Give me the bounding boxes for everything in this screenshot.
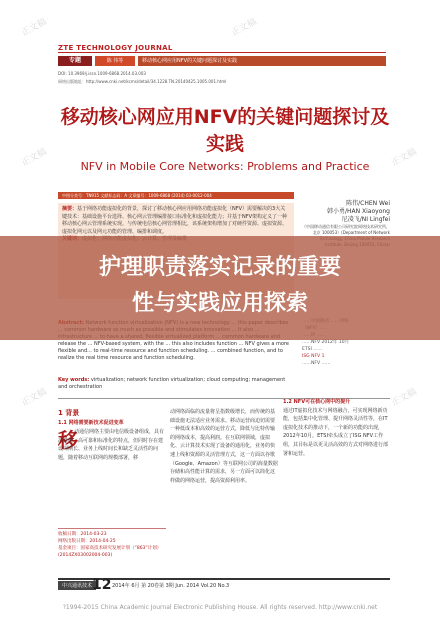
watermark-text: 正文稿: [19, 387, 49, 409]
cnki-link[interactable]: 网络出版地址：http://www.cnki.net/kcms/detail/34.1228.TN.20140425.1005.001.html: [58, 79, 227, 84]
issue-info: 2014年 6月 第 20卷第 3期 Jun. 2014 Vol.20 No.3: [112, 583, 230, 589]
drop-cap: 移: [58, 428, 78, 452]
online-date: 网络出版日期：2014-04-25: [58, 539, 116, 544]
section-tag: 专题: [58, 56, 92, 66]
author-affiliation: （中国移动通信有限公司研究院网络技术研究所，北京 100053）(Department of Network: [302, 224, 390, 235]
header-rule: [58, 52, 386, 53]
article-title-cn: 移动核心网应用NFV的关键问题探讨及实践: [60, 106, 390, 155]
doi-block: [58, 70, 226, 86]
keywords-en-label: Key words:: [58, 377, 90, 383]
journal-name: ZTE TECHNOLOGY JOURNAL: [58, 44, 173, 52]
author-name: 陈伟/CHEN Wei: [346, 200, 390, 207]
text-line: ……NFV ……: [302, 361, 331, 366]
section-heading: 1 背景: [58, 409, 80, 417]
received-date: 收稿日期：2014-03-23: [58, 532, 107, 537]
keywords-en: [58, 377, 294, 391]
column-title: 移动核心网应用NFV的关键问题探讨及实践: [138, 56, 386, 66]
article-title-en: NFV in Mobile Core Networks: Problems and Practice: [80, 160, 370, 173]
watermark-text: 正文稿: [389, 387, 419, 409]
abstract-label: 摘要：: [62, 206, 78, 212]
abstract-en-text: release the ... NFV-based system, with the ... this also includes function ... NFV gives a more flexible and... to real-time resource and function scheduling. ... combined function, and to realize the real time resource and function scheduling.: [58, 341, 289, 361]
footer-journal: 中兴通讯技术: [58, 581, 96, 590]
body-text: 通过IT虚拟化技术与网络融合，可实现网络新功能，包括集中化管理、提升网络灵活性等，在IT虚拟化技术的推动下，一个新的功能的出现，2012年10月，ETSI牵头成立了ISG NFV工作组，其目标是以更灵活高效的方式对网络进行部署和运营。: [283, 407, 389, 457]
overlay-title: [0, 250, 440, 322]
overlay-title-line: 性与实践应用探索: [131, 291, 308, 316]
received-info: [58, 528, 166, 559]
reference-mark: ISG NFV 1: [302, 354, 325, 359]
author-tag: 陈 伟等: [95, 56, 135, 66]
abstract-text: 基于网络功能虚拟化的背景，探讨了移动核心网应用网络功能虚拟化（NFV）需要解决的3大关键技术：基础设施平台选择、核心网云管理编排接口标准化和虚拟化能力；并基于NFV架构定义了一种移动核心网云管理系统实现。与传统电信核心网管理相比，该系统架构增加了对硬件资源、虚拟资源、虚拟化网元以及网元功能的管理、编排和调度。: [62, 206, 288, 235]
body-text-col3: [283, 398, 390, 458]
text-line: ……NFV 2012年 10月: [302, 340, 350, 345]
doi-text: DOI: 10.3969/j.issn.1009-6868.2014.03.003: [58, 71, 146, 76]
subsection-heading: 1.2 NFV可在核心网中的提升: [283, 399, 351, 405]
page-number: 12: [92, 577, 112, 593]
author-name: 韩小勇/HAN Xiaoyong: [327, 208, 390, 215]
body-text-col2: 动网络面临的流量将呈指数级增长，而传统的基础设施无法适应业务需求。移动运营商迫切需要一种低成本和高效的运营方式，降低与比特传输的网络成本，提高利润。在互联网领域，虚拟化、云计算技术实现了设备的通用化，业务的快速上线和资源的灵活管理方式，这一方面以谷歌（Google、Amazon）等互联网公司的海量数据存储和高性能计算的需求，另一方面可以简化这样做的网络运营，提高资源利用率。: [170, 409, 278, 484]
watermark-text: 正文稿: [19, 147, 49, 169]
subsection-heading: 1.1 网络需要新技术促进变革: [58, 420, 124, 426]
watermark-text: 正文稿: [229, 17, 259, 39]
copyright-line: ?1994-2015 China Academic Journal Electronic Publishing House. All rights reserved. http://www.cnki.net: [62, 604, 378, 611]
author-name: 尼凌飞/NI Lingfei: [341, 216, 390, 223]
watermark-text: 正文稿: [19, 17, 49, 39]
overlay-title-line: 护理职责落实记录的重要: [98, 255, 341, 280]
classification-bar: 中图分类号：TN915 文献标志码：A 文章编号：1009-6868 (2014) 03-0012-004: [58, 192, 294, 199]
text-line: ETSI ……: [302, 347, 323, 352]
body-text-col1: 动通信网络主要由电信级设备组成，具有高性能、高可靠和标准化的特点，但同时存在建设周期长、业务上线时间长和缺乏灵活性的问题，随着移动互联网的规模部署，移: [58, 429, 165, 461]
fund-info: 基金项目：国家高技术研究发展计划（“863”计划）(2014ZX03002004-003): [58, 546, 162, 558]
keywords-en-text: virtualization; network function virtualization; cloud computing; management and orchestration: [58, 377, 286, 390]
watermark-text: 正文稿: [389, 147, 419, 169]
